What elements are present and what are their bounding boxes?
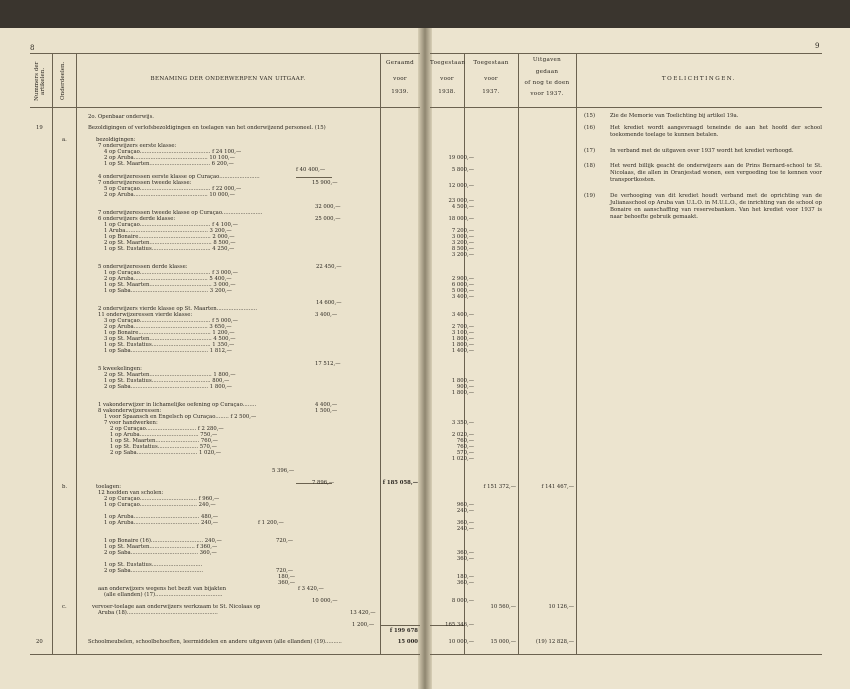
toegestaan-1938-amount: 4 500,— bbox=[451, 204, 474, 210]
table-row-text: 1 vakonderwijzer in lichamelijke oefening op Curaçao........ bbox=[98, 402, 257, 408]
book-spread: 8 9 Nummers der artikelen. Onderdeelen. BENAMING DER ONDERWERPEN VAN UITGAAF. Geraamd voor 1939. Toegestaan voor 1938. Toegestaan voor 1937. Uitgaven gedaan of nog te doen voor 1937. TOELICHTINGEN. 2o. Openbaar onderwijs. 19 Bezoldigingen of verlofsbezoldigingen en toelagen van het onderwijzend personeel. (15) a. bezoldigingen: 7 onderwijzers eerste klasse: 4 op Curaçao.......................................... f 24 100,— 2 op Aruba............................................ 10 100,— 1 op St. Maarten.................................... 6 200,— 4 onderwijzeressen eerste klasse op Curaçao........................ 7 onderwijzeressen tweede klasse: 5 op Curaçao.......................................... f 22 000,— 2 op Aruba............................................ 10 000,— 7 onderwijzeressen tweede klasse op Curaçao........................ 6 onderwijzers derde klasse: 1 op Curaçao.......................................... f 4 100,— 1 Aruba................................................. 3 200,— 1 op Bonaire........................................... 2 000,— 2 op St. Maarten..................................... 8 500,— 1 op St. Eustatius................................... 4 250,— 5 onderwijzeressen derde klasse: 1 op Curaçao.......................................... f 3 000,— 2 op Aruba............................................ 5 400,— 1 op St. Maarten..................................... 3 000,— 1 op Saba.............................................. 3 200,— 2 onderwijzers vierde klasse op St. Maarten........................ 11 onderwijzeressen vierde klasse: 3 op Curaçao.......................................... f 5 000,— 2 op Aruba............................................ 3 650,— 1 op Bonaire........................................... 1 200,— 3 op St. Maarten..................................... 4 500,— 1 op St. Eustatius................................... 1 350,— 1 op Saba.............................................. 1 812,— 5 kweekelingen: 2 op St. Maarten..................................... 1 800,— 1 op St. Eustatius................................... 800,— 2 op Saba.............................................. 1 800,— 1 vakonderwijzer in lichamelijke oefening op Curaçao........ 8 vakonderwijzeressen: 1 voor Spaansch en Engelsch op Curaçao........ f 2 500,— 7 voor handwerken: 2 op Curaçao.............................. f 2 280,— 1 op Aruba................................... 750,— 1 op St. Maarten.......................... 760,— 1 op St. Eustatius........................ 570,— 2 op Saba.................................... 1 020,— b. toelagen: 12 hoofden van scholen: 2 op Curaçao.................................. f 960,— 1 op Curaçao.................................. 240,— 1 op Aruba....................................... 480,— 1 op Aruba....................................... 240,— 1 op Bonaire (16)............................... 240,— 1 op St. Maarten........................... f 360,— 2 op Saba........................................ 360,— 1 op St. Eustatius.............................. 2 op Saba........................................... aan onderwijzers wegens het bezit van bijakten (alle ellanden) (17)........................................ c. vervoer-toelage aan onderwijzers werkzaam te St. Nicolaas op Aruba (18)...................................................... 20 Schoolmeubelen, schoolbehoeften, leermiddelen en andere uitgaven (alle ellanden) (19).......... f 40 400,— 15 900,— 32 000,— 25 000,— 22 450,— 14 600,— 3 400,— 17 512,— 4 400,— 1 500,— 5 396,— 7 896,— f 1 200,— 720,— 720,— 180,— 360,— f 3 420,— 10 000,— 13 420,— 1 200,— f 185 058,— f 199 678 15 000 19 000,— 5 800,— 12 000,— 23 000,— 4 500,— 18 000,— 7 200,— 3 000,— 3 200,— 8 500,— 3 200,— 2 900,— 6 000,— 5 000,— 3 400,— 3 400,— 2 700,— 3 100,— 1 800,— 1 800,— 1 400,— 1 800,— 900,— 1 800,— 3 350,— 2 020,— 760,— 760,— 570,— 1 020,— 960,— 240,— 360,— 240,— 360,— 360,— 180,— 360,— 8 000,— 165 346,— 10 000,— f 151 372,— 10 560,— 15 000,— f 141 467,— 10 126,— (19) 12 828,— (15) Zie de Memorie van Toelichting bij artikel 19a. (16) Het krediet wordt aangevraagd teneinde de aan het hoofd der school toekomende toelage te kunnen betalen. (17) In verband met de uitgaven over 1937 wordt het krediet verhoogd. (18) Het werd billijk geacht de onderwijzers aan de Prins Bernard-school te St. Nicolaas, die allen in Oranjestad wonen, een vergoeding toe te kennen voor transportkosten. (19) De verhooging van dit krediet houdt verband met de oprichting van de Julianaschool op Aruba van U.L.O. in M.U.L.O., de inrichting van de school op Bonaire en aanschaffing van reservebanken. Van het krediet voor 1937 is naar behoefte gebruik gemaakt. bbox=[0, 0, 850, 689]
toegestaan-1938-amount: 5 800,— bbox=[451, 167, 474, 173]
col-rule-3 bbox=[380, 53, 381, 654]
toegestaan-1938-amount: 6 000,— bbox=[451, 282, 474, 288]
subtotal-amount: 13 420,— bbox=[350, 610, 376, 616]
header-nummers: Nummers der artikelen. bbox=[34, 61, 46, 101]
subtotal-amount: f 3 420,— bbox=[298, 586, 324, 592]
table-row-text: 5 onderwijzeressen derde klasse: bbox=[98, 264, 188, 270]
toegestaan-1938-amount: 1 800,— bbox=[451, 378, 474, 384]
table-row-text: 1 op St. Maarten........................... f 360,— bbox=[104, 544, 218, 550]
table-row-text: 12 hoofden van scholen: bbox=[98, 490, 164, 496]
table-row-text: 1 op Bonaire (16)............................... 240,— bbox=[104, 538, 222, 544]
header-top-rule-right bbox=[430, 53, 822, 54]
footer-rule-right bbox=[430, 654, 822, 655]
toegestaan-1938-amount: 18 000,— bbox=[448, 216, 474, 222]
toegestaan-1938-amount: 1 800,— bbox=[451, 336, 474, 342]
uitgaven-1937-amount: (19) 12 828,— bbox=[535, 639, 574, 645]
table-row-text: 5 op Curaçao.......................................... f 22 000,— bbox=[104, 186, 242, 192]
toegestaan-1938-amount: 165 346,— bbox=[445, 622, 474, 628]
toegestaan-1938-amount: 3 200,— bbox=[451, 252, 474, 258]
table-row-text: 7 onderwijzeressen tweede klasse: bbox=[98, 180, 192, 186]
uitgaven-1937-amount: 10 126,— bbox=[548, 604, 574, 610]
toegestaan-1938-amount: 360,— bbox=[456, 556, 474, 562]
toegestaan-1938-amount: 12 000,— bbox=[448, 183, 474, 189]
onderdeel-letter: a. bbox=[62, 137, 67, 143]
subtotal-amount: 32 000,— bbox=[315, 204, 341, 210]
table-row-text: 1 op Aruba....................................... 240,— bbox=[104, 520, 219, 526]
toegestaan-1938-amount: 1 800,— bbox=[451, 390, 474, 396]
header-bottom-rule-left bbox=[30, 107, 420, 108]
toegestaan-1938-amount: 570,— bbox=[456, 450, 474, 456]
note-reference: (16) bbox=[584, 125, 596, 131]
table-row-text: 1 Aruba................................................. 3 200,— bbox=[104, 228, 232, 234]
table-row-text: 2 op Saba.................................... 1 020,— bbox=[110, 450, 222, 456]
header-bottom-rule-right bbox=[430, 107, 822, 108]
subtotal-amount: 7 896,— bbox=[312, 480, 335, 486]
table-row-text: 11 onderwijzeressen vierde klasse: bbox=[98, 312, 193, 318]
table-row-text: 1 op Aruba................................... 750,— bbox=[110, 432, 218, 438]
subtotal-amount: 1 200,— bbox=[352, 622, 375, 628]
toegestaan-1938-amount: 180,— bbox=[456, 574, 474, 580]
table-row-text: 2 op Aruba............................................ 3 650,— bbox=[104, 324, 232, 330]
table-row-text: 1 op Bonaire........................................... 1 200,— bbox=[104, 330, 235, 336]
toegestaan-1938-amount: 3 400,— bbox=[451, 312, 474, 318]
geraamd-1939-amount: f 185 058,— bbox=[382, 480, 418, 486]
table-row-text: 2 op St. Maarten..................................... 1 800,— bbox=[104, 372, 236, 378]
note-reference: (19) bbox=[584, 193, 596, 199]
table-row-text: 1 op St. Eustatius................................... 1 350,— bbox=[104, 342, 235, 348]
subtotal-amount: 720,— bbox=[276, 568, 294, 574]
table-row-text: Bezoldigingen of verlofsbezoldigingen en toelagen van het onderwijzend personeel. (15) bbox=[88, 125, 326, 131]
table-row-text: 7 onderwijzeressen tweede klasse op Curaçao........................ bbox=[98, 210, 263, 216]
table-row-text: 2o. Openbaar onderwijs. bbox=[88, 114, 154, 120]
table-row-text: (alle ellanden) (17)........................................ bbox=[104, 592, 223, 598]
table-row-text: 1 op St. Maarten.......................... 760,— bbox=[110, 438, 218, 444]
table-row-text: 2 op Curaçao.................................. f 960,— bbox=[104, 496, 220, 502]
toegestaan-1938-amount: 19 000,— bbox=[448, 155, 474, 161]
header-toelichtingen: TOELICHTINGEN. bbox=[661, 76, 737, 82]
table-row-text: 4 onderwijzeressen eerste klasse op Curaçao........................ bbox=[98, 174, 260, 180]
subtotal-amount: 360,— bbox=[278, 580, 296, 586]
col-rule-5 bbox=[518, 53, 519, 654]
table-row-text: Schoolmeubelen, schoolbehoeften, leermiddelen en andere uitgaven (alle ellanden) (19).......... bbox=[88, 639, 342, 645]
toegestaan-1938-amount: 2 020,— bbox=[451, 432, 474, 438]
sum-rule bbox=[296, 177, 332, 178]
subtotal-amount: 180,— bbox=[278, 574, 296, 580]
col-rule-2 bbox=[76, 53, 77, 654]
table-row-text: 1 op St. Eustatius................................... 800,— bbox=[104, 378, 230, 384]
table-row-text: 2 op Curaçao.............................. f 2 280,— bbox=[110, 426, 224, 432]
subtotal-amount: 1 500,— bbox=[315, 408, 338, 414]
toegestaan-1938-amount: 360,— bbox=[456, 520, 474, 526]
table-row-text: 3 op Curaçao.......................................... f 5 000,— bbox=[104, 318, 238, 324]
table-row-text: 1 op St. Maarten.................................... 6 200,— bbox=[104, 161, 234, 167]
table-row-text: 2 op Aruba............................................ 5 400,— bbox=[104, 276, 232, 282]
subtotal-amount: 4 400,— bbox=[315, 402, 338, 408]
table-row-text: 6 onderwijzers derde klasse: bbox=[98, 216, 176, 222]
note-text: Het krediet wordt aangevraagd teneinde de aan het hoofd der school toekomende toelage te kunnen betalen. bbox=[610, 125, 822, 138]
table-row-text: 4 op Curaçao.......................................... f 24 100,— bbox=[104, 149, 242, 155]
subtotal-amount: 22 450,— bbox=[316, 264, 342, 270]
toegestaan-1938-amount: 900,— bbox=[456, 384, 474, 390]
table-row-text: 1 op Saba.............................................. 3 200,— bbox=[104, 288, 232, 294]
subtotal-amount: 25 000,— bbox=[315, 216, 341, 222]
toegestaan-1937-amount: f 151 372,— bbox=[483, 484, 516, 490]
toegestaan-1938-amount: 2 900,— bbox=[451, 276, 474, 282]
toegestaan-1937-amount: 15 000,— bbox=[490, 639, 516, 645]
subtotal-amount: 14 600,— bbox=[316, 300, 342, 306]
subtotal-amount: f 40 400,— bbox=[296, 167, 326, 173]
table-row-text: 1 voor Spaansch en Engelsch op Curaçao........ f 2 500,— bbox=[104, 414, 257, 420]
geraamd-1939-amount: 15 000 bbox=[397, 639, 418, 645]
toegestaan-1938-amount: 760,— bbox=[456, 438, 474, 444]
note-text: In verband met de uitgaven over 1937 wordt het krediet verhoogd. bbox=[610, 148, 794, 154]
table-row-text: 2 op Saba........................................... bbox=[104, 568, 204, 574]
table-row-text: aan onderwijzers wegens het bezit van bijakten bbox=[98, 586, 227, 592]
right-page-number: 9 bbox=[815, 42, 820, 50]
subtotal-amount: 17 512,— bbox=[315, 361, 341, 367]
table-row-text: 2 op Saba.............................................. 1 800,— bbox=[104, 384, 232, 390]
table-row-text: 1 op Aruba....................................... 480,— bbox=[104, 514, 219, 520]
toegestaan-1938-amount: 1 020,— bbox=[451, 456, 474, 462]
table-row-text: 1 op Saba.............................................. 1 812,— bbox=[104, 348, 232, 354]
note-reference: (17) bbox=[584, 148, 596, 154]
subtotal-amount: 720,— bbox=[276, 538, 294, 544]
table-row-text: 1 op St. Eustatius................................... 4 250,— bbox=[104, 246, 235, 252]
table-row-text: 1 op St. Maarten..................................... 3 000,— bbox=[104, 282, 236, 288]
toegestaan-1938-amount: 1 400,— bbox=[451, 348, 474, 354]
footer-rule-left bbox=[30, 654, 420, 655]
toegestaan-1938-amount: 3 350,— bbox=[451, 420, 474, 426]
table-row-text: 8 vakonderwijzeressen: bbox=[98, 408, 162, 414]
article-number: 20 bbox=[36, 639, 43, 645]
toegestaan-1938-amount: 760,— bbox=[456, 444, 474, 450]
table-row-text: 7 onderwijzers eerste klasse: bbox=[98, 143, 177, 149]
toegestaan-1938-amount: 7 200,— bbox=[451, 228, 474, 234]
subtotal-amount: 10 000,— bbox=[312, 598, 338, 604]
toegestaan-1938-amount: 360,— bbox=[456, 580, 474, 586]
subtotal-amount: f 1 200,— bbox=[258, 520, 284, 526]
subtotal-amount: 5 396,— bbox=[272, 468, 295, 474]
toegestaan-1938-amount: 3 200,— bbox=[451, 240, 474, 246]
toegestaan-1938-amount: 2 700,— bbox=[451, 324, 474, 330]
toegestaan-1938-amount: 3 400,— bbox=[451, 294, 474, 300]
left-page-number: 8 bbox=[30, 44, 35, 52]
table-row-text: 1 op St. Eustatius.............................. bbox=[104, 562, 203, 568]
toegestaan-1938-amount: 240,— bbox=[456, 526, 474, 532]
table-row-text: 5 kweekelingen: bbox=[98, 366, 142, 372]
toegestaan-1938-amount: 3 000,— bbox=[451, 234, 474, 240]
col-rule-1 bbox=[52, 53, 53, 654]
table-row-text: 2 op Aruba............................................ 10 000,— bbox=[104, 192, 235, 198]
book-gutter bbox=[418, 28, 432, 689]
table-row-text: 3 op St. Maarten..................................... 4 500,— bbox=[104, 336, 236, 342]
toegestaan-1938-amount: 5 000,— bbox=[451, 288, 474, 294]
note-reference: (18) bbox=[584, 163, 596, 169]
header-onderdeelen: Onderdeelen. bbox=[60, 61, 66, 101]
toegestaan-1937-amount: 10 560,— bbox=[490, 604, 516, 610]
onderdeel-letter: b. bbox=[62, 484, 68, 490]
article-number: 19 bbox=[36, 125, 43, 131]
table-row-text: Aruba (18)...................................................... bbox=[98, 610, 218, 616]
note-text: De verhooging van dit krediet houdt verband met de oprichting van de Julianaschool op Aruba van U.L.O. in M.U.L.O., de inrichting van de school op Bonaire en aanschaffing van reservebanken. Van het krediet voor 1937 is naar behoefte gebruik gemaakt. bbox=[610, 193, 822, 220]
table-row-text: bezoldigingen: bbox=[96, 137, 136, 143]
table-row-text: 2 onderwijzers vierde klasse op St. Maarten........................ bbox=[98, 306, 258, 312]
toegestaan-1938-amount: 8 000,— bbox=[451, 598, 474, 604]
table-row-text: 1 op Curaçao.......................................... f 3 000,— bbox=[104, 270, 238, 276]
toegestaan-1938-amount: 960,— bbox=[456, 502, 474, 508]
toegestaan-1938-amount: 360,— bbox=[456, 550, 474, 556]
subtotal-amount: 15 900,— bbox=[312, 180, 338, 186]
table-row-text: 2 op Aruba............................................ 10 100,— bbox=[104, 155, 235, 161]
note-reference: (15) bbox=[584, 113, 596, 119]
subtotal-amount: 3 400,— bbox=[315, 312, 338, 318]
onderdeel-letter: c. bbox=[62, 604, 67, 610]
table-row-text: toelagen: bbox=[96, 484, 122, 490]
table-row-text: 1 op Curaçao.................................. 240,— bbox=[104, 502, 216, 508]
sum-rule bbox=[380, 625, 420, 626]
table-row-text: vervoer-toelage aan onderwijzers werkzaam te St. Nicolaas op bbox=[92, 604, 261, 610]
table-row-text: 1 op Bonaire........................................... 2 000,— bbox=[104, 234, 235, 240]
note-text: Zie de Memorie van Toelichting bij artikel 19a. bbox=[610, 113, 739, 119]
toegestaan-1938-amount: 23 000,— bbox=[448, 198, 474, 204]
toegestaan-1938-amount: 8 500,— bbox=[451, 246, 474, 252]
uitgaven-1937-amount: f 141 467,— bbox=[541, 484, 574, 490]
toegestaan-1938-amount: 3 100,— bbox=[451, 330, 474, 336]
header-top-rule-left bbox=[30, 53, 420, 54]
toegestaan-1938-amount: 1 800,— bbox=[451, 342, 474, 348]
toegestaan-1938-amount: 10 000,— bbox=[448, 639, 474, 645]
table-row-text: 1 op St. Eustatius........................ 570,— bbox=[110, 444, 217, 450]
header-benaming: BENAMING DER ONDERWERPEN VAN UITGAAF. bbox=[150, 76, 306, 82]
note-text: Het werd billijk geacht de onderwijzers aan de Prins Bernard-school te St. Nicolaas, die allen in Oranjestad wonen, een vergoeding toe te kennen voor transportkosten. bbox=[610, 163, 822, 183]
table-row-text: 1 op Curaçao.......................................... f 4 100,— bbox=[104, 222, 238, 228]
table-row-text: 7 voor handwerken: bbox=[104, 420, 158, 426]
toegestaan-1938-amount: 240,— bbox=[456, 508, 474, 514]
table-row-text: 2 op St. Maarten..................................... 8 500,— bbox=[104, 240, 236, 246]
col-rule-6 bbox=[576, 53, 577, 654]
geraamd-1939-amount: f 199 678 bbox=[389, 628, 418, 634]
table-row-text: 2 op Saba........................................ 360,— bbox=[104, 550, 217, 556]
